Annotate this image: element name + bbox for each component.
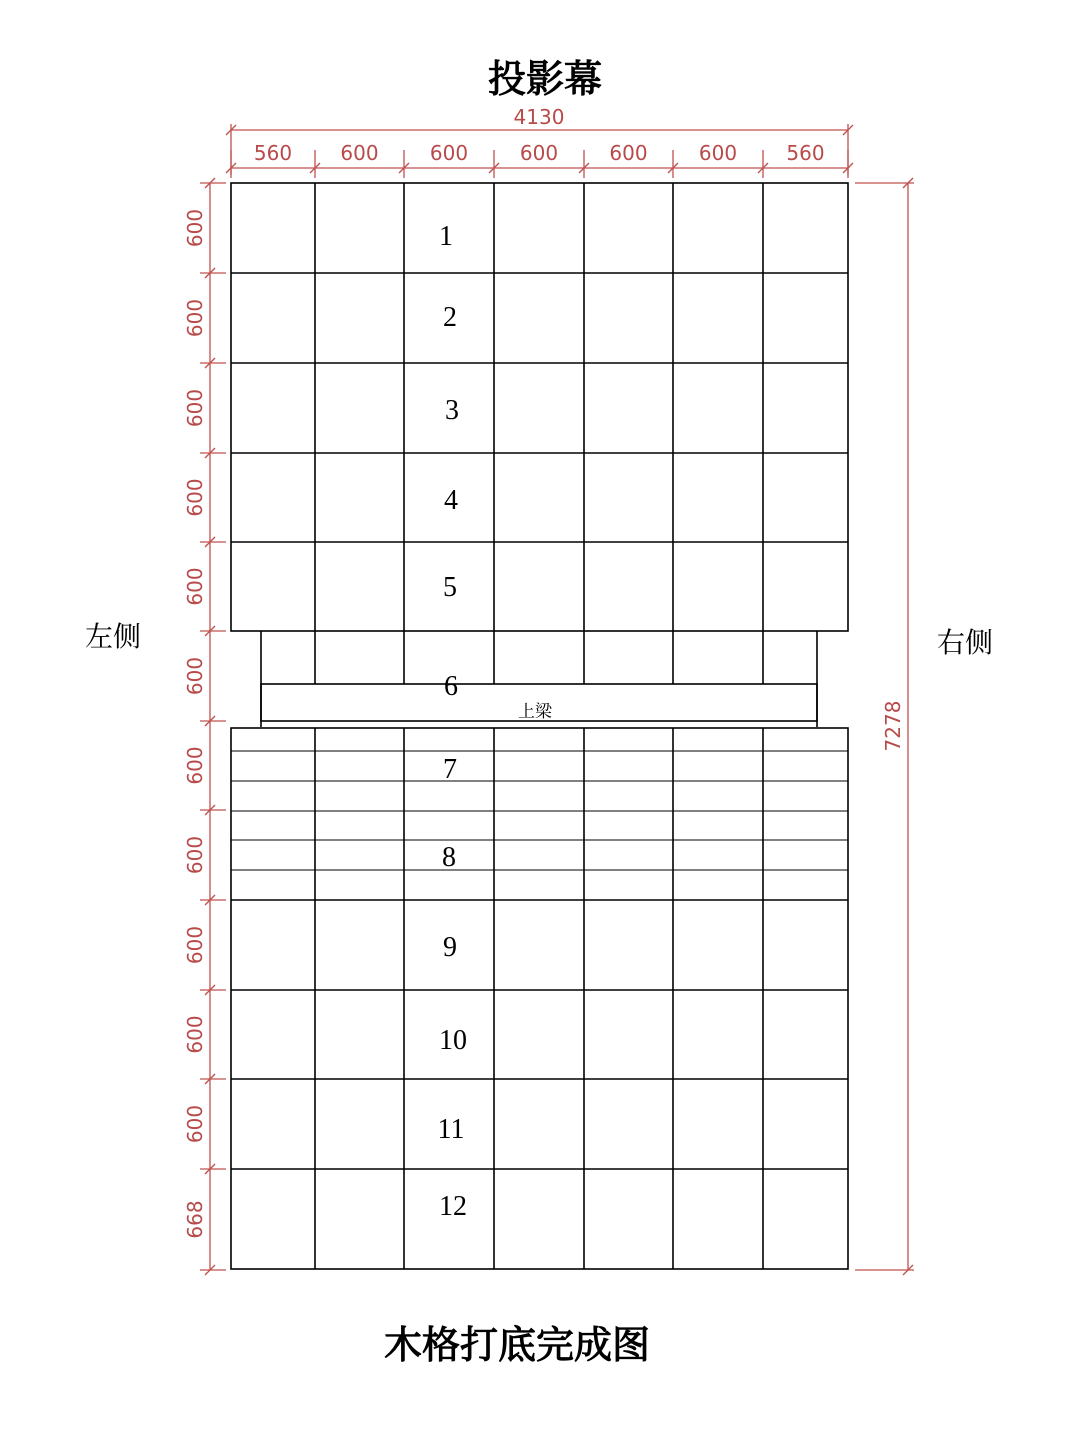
drawing-title: 投影幕 <box>487 56 603 101</box>
column-width-label: 600 <box>340 141 379 165</box>
right-side-label: 右侧 <box>936 626 994 659</box>
column-width-label: 600 <box>519 141 559 165</box>
row-number-label: 9 <box>443 932 457 963</box>
row-number-label: 4 <box>444 485 458 516</box>
row-number-label: 10 <box>439 1025 467 1056</box>
beam-label: 上梁 <box>518 702 552 722</box>
column-width-label: 600 <box>429 141 469 165</box>
row-height-label: 600 <box>183 567 207 606</box>
total-width-label: 4130 <box>513 105 565 129</box>
row-dimensions <box>183 178 226 1275</box>
row-height-label: 600 <box>183 298 207 338</box>
row-height-label: 600 <box>183 1015 207 1054</box>
row-number-label: 11 <box>437 1114 465 1145</box>
row-number-label: 5 <box>443 572 457 603</box>
footer-title: 木格打底完成图 <box>383 1322 651 1367</box>
column-dimensions <box>226 141 853 178</box>
column-width-label: 560 <box>786 141 825 165</box>
row-number-label: 7 <box>443 754 457 785</box>
right-total-dimension <box>855 178 914 1275</box>
row-number-label: 3 <box>445 395 459 426</box>
row-height-label: 600 <box>183 478 207 517</box>
row-number-label: 2 <box>443 302 457 333</box>
row-height-label: 600 <box>183 208 207 248</box>
row-number-label: 6 <box>444 671 458 702</box>
column-width-label: 560 <box>253 141 293 165</box>
row-height-label: 600 <box>183 388 207 428</box>
upper-grid-frame <box>231 183 848 631</box>
row-height-label: 600 <box>183 925 207 965</box>
row-height-label: 600 <box>183 1104 207 1144</box>
row-number-label: 12 <box>439 1191 467 1222</box>
wood-grid <box>231 183 848 1269</box>
column-width-label: 600 <box>698 141 738 165</box>
column-width-label: 600 <box>609 141 648 165</box>
row-height-label: 600 <box>183 656 207 696</box>
row-height-label: 668 <box>183 1200 207 1239</box>
row-height-label: 600 <box>183 746 207 785</box>
row-number-label: 1 <box>439 221 453 252</box>
row-height-label: 600 <box>183 835 207 875</box>
lower-grid-frame <box>231 728 848 1269</box>
total-height-label: 7278 <box>881 700 905 752</box>
row-number-label: 8 <box>442 842 456 873</box>
left-side-label: 左侧 <box>84 620 142 653</box>
